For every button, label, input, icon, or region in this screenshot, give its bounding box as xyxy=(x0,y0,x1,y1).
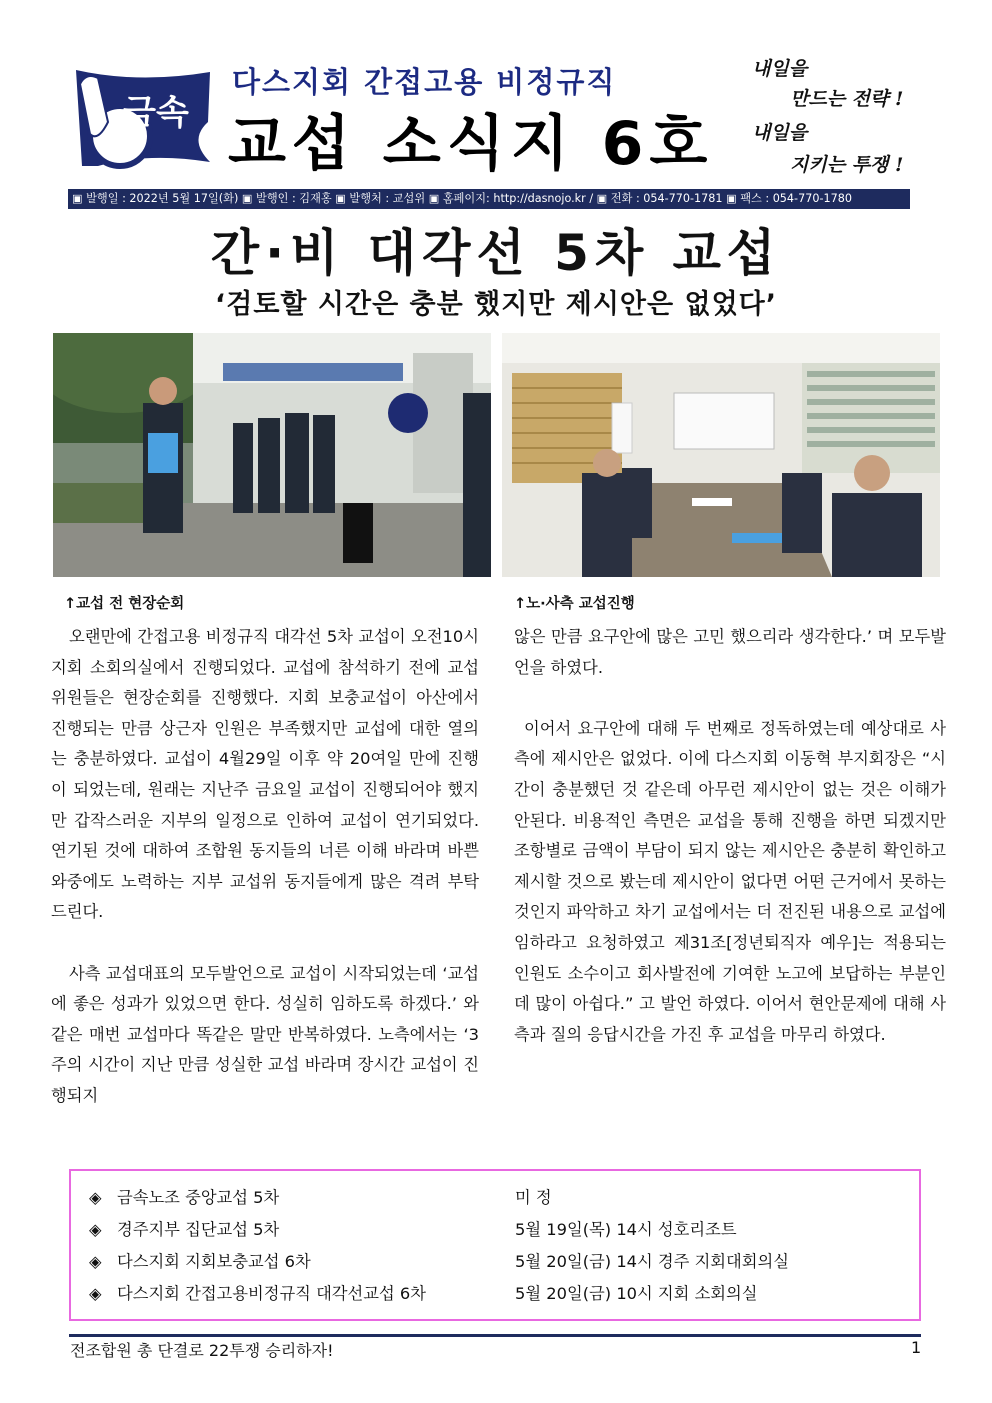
union-logo xyxy=(68,62,218,177)
logo-text: 금속 xyxy=(123,93,189,133)
newsletter-subtitle: 다스지회 간접고용 비정규직 xyxy=(232,65,617,99)
slogan-line-1: 내일을 xyxy=(752,58,808,80)
footer-slogan: 전조합원 총 단결로 22투쟁 승리하자! xyxy=(70,1341,334,1360)
publication-info-bar: ▣ 발행일 : 2022년 5월 17일(화) ▣ 발행인 : 김재홍 ▣ 발행처 : 교섭위 ▣ 홈페이지: http://dasnojo.kr / ▣ 전화 : 054-770-1781 ▣ 팩스 : 054-770-1780 xyxy=(68,189,910,209)
schedule-item xyxy=(89,1248,311,1272)
article-column-right xyxy=(514,622,946,1050)
schedule-event: 경주지부 집단교섭 5차 xyxy=(117,1220,280,1239)
article-paragraph: 않은 만큼 요구안에 많은 고민 했으리라 생각한다.’ 며 모두발언을 하였다. xyxy=(514,627,946,677)
slogan-line-2: 만드는 전략 ! xyxy=(790,88,904,110)
slogan-line-4: 지키는 투쟁 ! xyxy=(790,154,904,176)
diamond-bullet-icon: ◈ xyxy=(89,1252,102,1271)
newsletter-title: 교섭 소식지 6호 xyxy=(228,109,714,179)
schedule-event: 다스지회 간접고용비정규직 대각선교섭 6차 xyxy=(117,1284,426,1303)
schedule-date: 미 정 xyxy=(515,1188,552,1207)
schedule-event: 금속노조 중앙교섭 5차 xyxy=(117,1188,280,1207)
diamond-bullet-icon: ◈ xyxy=(89,1284,102,1303)
schedule-item xyxy=(89,1184,279,1208)
schedule-date: 5월 19일(목) 14시 성호리조트 xyxy=(515,1220,737,1239)
photo-caption-meeting: ↑노·사측 교섭진행 xyxy=(514,596,635,612)
article-paragraph: 오랜만에 간접고용 비정규직 대각선 5차 교섭이 오전10시 지회 소회의실에서 진행되었다. 교섭에 참석하기 전에 교섭위원들은 현장순회를 진행했다. 지회 보충교섭이 아산에서 진행되는 만큼 상근자 인원은 부족했지만 교섭에 대한 열의는 충분하였다. 교섭이 4월29일 이후 약 20여일 만에 진행이 되었는데, 원래는 지난주 금요일 교섭이 진행되어야 했지만 갑작스러운 지부의 일정으로 인하여 교섭이 연기되었다. 연기된 것에 대하여 조합원 동지들의 너른 이해 바라며 바쁜 와중에도 노력하는 지부 교섭위 동지들에게 많은 격려 부탁드린다. xyxy=(51,627,479,922)
schedule-date: 5월 20일(금) 10시 지회 소회의실 xyxy=(515,1284,758,1303)
photo-negotiation-meeting xyxy=(502,333,940,577)
schedule-box xyxy=(69,1169,921,1321)
schedule-event: 다스지회 지회보충교섭 6차 xyxy=(117,1252,311,1271)
footer-divider xyxy=(69,1334,921,1337)
schedule-item xyxy=(89,1216,279,1240)
article-paragraph: 이어서 요구안에 대해 두 번째로 정독하였는데 예상대로 사측에 제시안은 없었다. 이에 다스지회 이동혁 부지회장은 “시간이 충분했던 것 같은데 아무런 제시안이 없는 것은 이해가 안된다. 비용적인 측면은 교섭을 통해 진행을 하면 되겠지만 조항별로 금액이 부담이 되지 않는 제시안은 충분히 확인하고 제시할 것으로 봤는데 제시안이 없다면 어떤 근거에서 못하는 것인지 파악하고 차기 교섭에서는 더 전진된 내용으로 교섭에 임하라고 요청하였고 제31조[정년퇴직자 예우]는 적용되는 인원도 소수이고 회사발전에 기여한 노고에 보답하는 부분인데 많이 아쉽다.” 고 발언 하였다. 이어서 현안문제에 대해 사측과 질의 응답시간을 가진 후 교섭을 마무리 하였다. xyxy=(514,718,946,1044)
diamond-bullet-icon: ◈ xyxy=(89,1220,102,1239)
schedule-date: 5월 20일(금) 14시 경주 지회대회의실 xyxy=(515,1252,789,1271)
photo-caption-field-tour: ↑교섭 전 현장순회 xyxy=(64,596,185,612)
diamond-bullet-icon: ◈ xyxy=(89,1188,102,1207)
schedule-item xyxy=(89,1280,426,1304)
subheadline: ‘검토할 시간은 충분 했지만 제시안은 없었다’ xyxy=(215,289,777,320)
headline: 간·비 대각선 5차 교섭 xyxy=(210,224,782,282)
article-column-left xyxy=(51,622,479,1112)
page-number: 1 xyxy=(911,1338,922,1357)
photo-field-tour xyxy=(53,333,491,577)
article-paragraph: 사측 교섭대표의 모두발언으로 교섭이 시작되었는데 ‘교섭에 좋은 성과가 있었으면 한다. 성실히 임하도록 하겠다.’ 와 같은 매번 교섭마다 똑같은 말만 반복하였다. 노측에서는 ‘3주의 시간이 지난 만큼 성실한 교섭 바라며 장시간 교섭이 진행되지 xyxy=(51,963,479,1105)
slogan-line-3: 내일을 xyxy=(752,122,808,144)
